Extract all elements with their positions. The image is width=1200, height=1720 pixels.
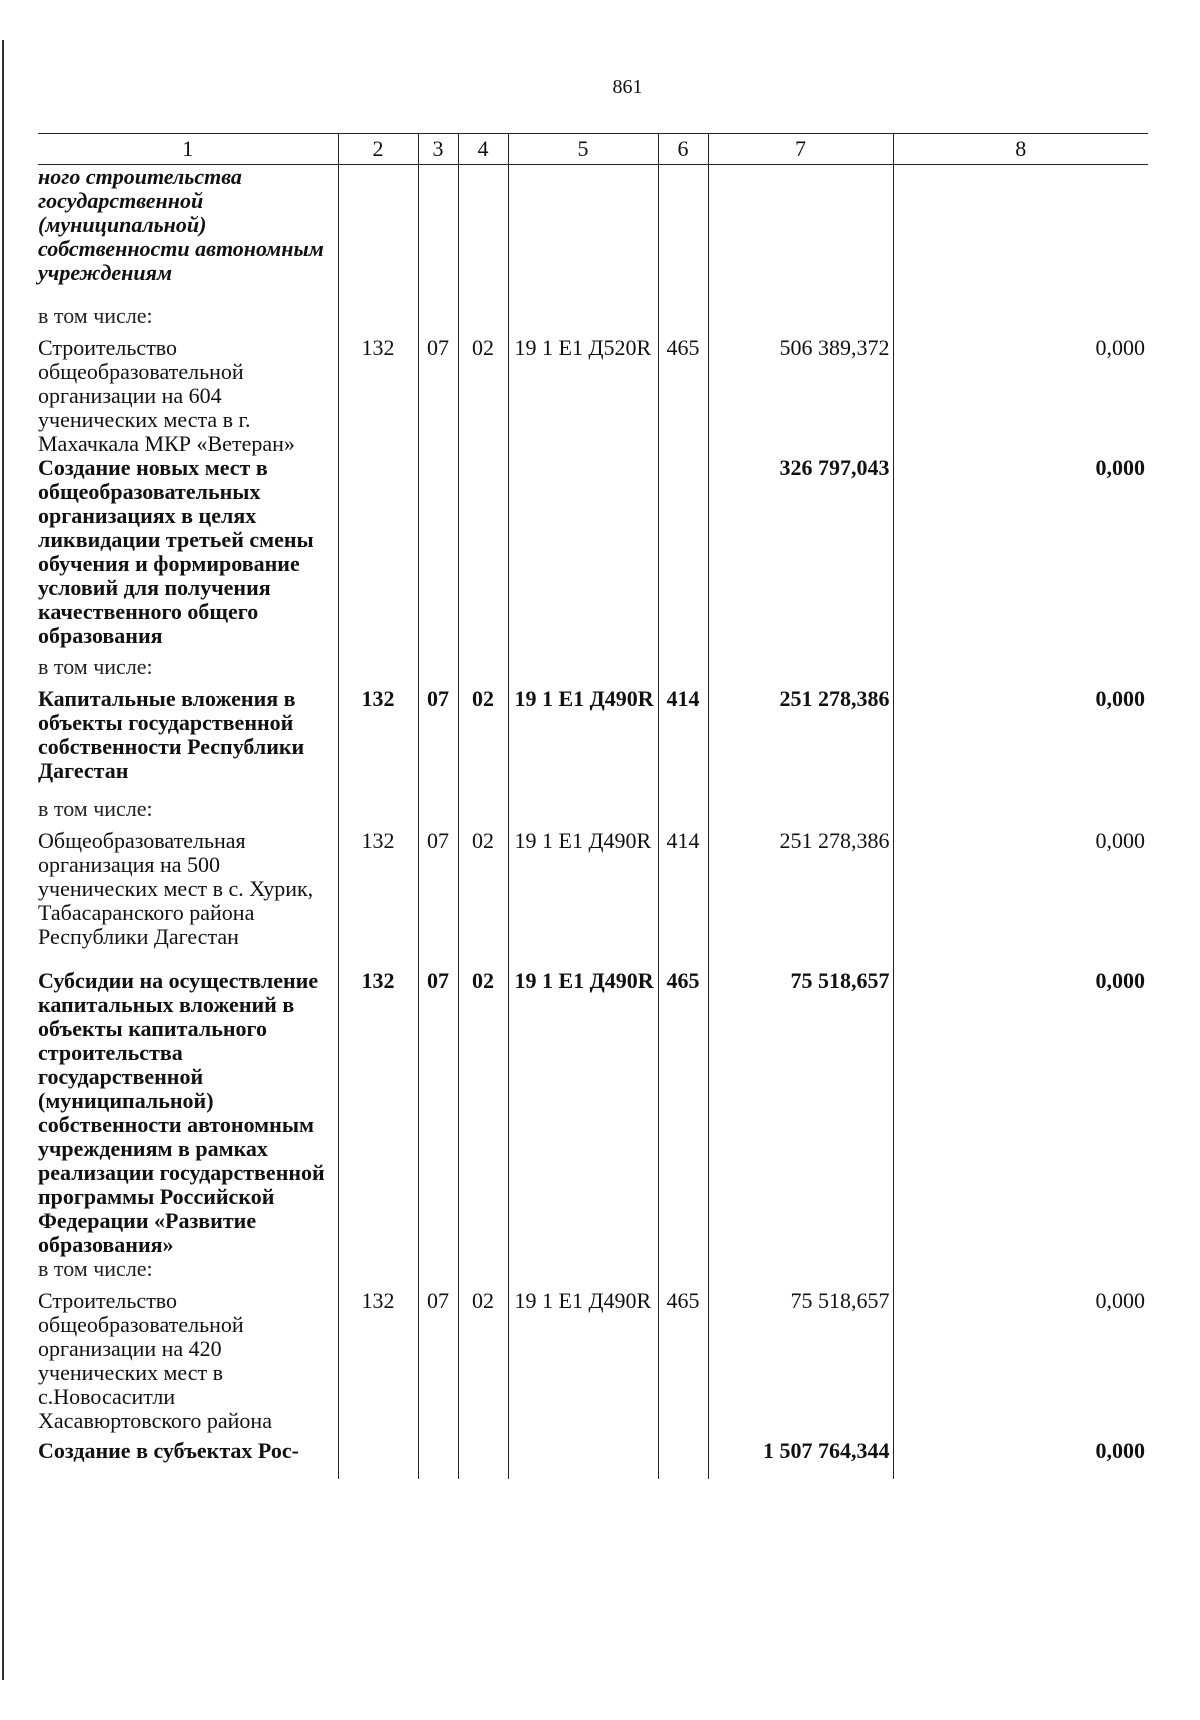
cell-ministry-code xyxy=(338,1439,418,1479)
cell-description: в том числе: xyxy=(38,1255,153,1281)
cell-ministry-code: 132 xyxy=(338,969,418,1257)
cell-expense-type xyxy=(658,456,708,655)
cell-amount xyxy=(708,304,893,336)
column-header-5: 5 xyxy=(508,134,658,165)
cell-section-code: 07 xyxy=(418,1289,458,1439)
cell-target-article xyxy=(508,1439,658,1479)
table-row xyxy=(38,1289,1148,1439)
cell-amount: 1 507 764,344 xyxy=(708,1439,893,1479)
cell-description: Субсидии на осуществление капитальных вложений в объекты капитального строительства государственной (муниципальной) собственности автономным учреждениям в рамках реализации государственной программы Российской Федерации «Развитие образования» xyxy=(38,967,325,1257)
cell-amount-2 xyxy=(893,797,1148,829)
cell-subsection-code: 02 xyxy=(458,687,508,797)
cell-section-code: 07 xyxy=(418,969,458,1257)
cell-amount-2 xyxy=(893,165,1148,304)
column-header-6: 6 xyxy=(658,134,708,165)
column-header-3: 3 xyxy=(418,134,458,165)
cell-amount-2: 0,000 xyxy=(893,687,1148,797)
column-header-8: 8 xyxy=(893,134,1148,165)
cell-amount-2 xyxy=(893,1257,1148,1289)
cell-target-article xyxy=(508,1257,658,1289)
table-row xyxy=(38,456,1148,655)
cell-amount-2: 0,000 xyxy=(893,1289,1148,1439)
cell-expense-type: 414 xyxy=(658,829,708,969)
cell-ministry-code xyxy=(338,304,418,336)
cell-section-code xyxy=(418,1257,458,1289)
cell-amount-2 xyxy=(893,655,1148,687)
cell-ministry-code: 132 xyxy=(338,687,418,797)
cell-expense-type xyxy=(658,304,708,336)
cell-subsection-code xyxy=(458,655,508,687)
cell-expense-type xyxy=(658,797,708,829)
cell-target-article xyxy=(508,797,658,829)
table-body xyxy=(38,165,1148,1479)
cell-description: ного строительства государственной (муниципальной) собственности автономным учреждениям xyxy=(38,164,324,285)
cell-subsection-code xyxy=(458,1257,508,1289)
cell-ministry-code: 132 xyxy=(338,829,418,969)
cell-section-code xyxy=(418,797,458,829)
table-row xyxy=(38,797,1148,829)
column-header-4: 4 xyxy=(458,134,508,165)
cell-amount xyxy=(708,797,893,829)
cell-subsection-code: 02 xyxy=(458,969,508,1257)
cell-description: в том числе: xyxy=(38,795,153,821)
cell-ministry-code xyxy=(338,797,418,829)
cell-expense-type xyxy=(658,165,708,304)
cell-section-code xyxy=(418,655,458,687)
page-number: 861 xyxy=(612,76,643,98)
cell-ministry-code: 132 xyxy=(338,1289,418,1439)
cell-expense-type xyxy=(658,1439,708,1479)
table-row xyxy=(38,165,1148,304)
cell-description: в том числе: xyxy=(38,302,153,328)
cell-ministry-code xyxy=(338,1257,418,1289)
cell-target-article: 19 1 E1 Д490R xyxy=(508,1289,658,1439)
cell-ministry-code: 132 xyxy=(338,336,418,456)
cell-expense-type xyxy=(658,655,708,687)
table-row xyxy=(38,1439,1148,1479)
cell-amount: 251 278,386 xyxy=(708,829,893,969)
column-header-2: 2 xyxy=(338,134,418,165)
table-row xyxy=(38,336,1148,456)
cell-target-article: 19 1 E1 Д520R xyxy=(508,336,658,456)
cell-description: Строительство общеобразовательной организации на 420 ученических мест в с.Новосаситли Хасавюртовского района xyxy=(38,1287,272,1433)
cell-subsection-code xyxy=(458,1439,508,1479)
cell-amount: 75 518,657 xyxy=(708,1289,893,1439)
cell-description: Общеобразовательная организация на 500 ученических мест в с. Хурик, Табасаранского района Республики Дагестан xyxy=(38,827,314,949)
cell-amount-2: 0,000 xyxy=(893,969,1148,1257)
cell-subsection-code: 02 xyxy=(458,336,508,456)
cell-section-code xyxy=(418,304,458,336)
header-row xyxy=(38,134,1148,165)
cell-amount-2 xyxy=(893,304,1148,336)
cell-amount-2: 0,000 xyxy=(893,1439,1148,1479)
cell-subsection-code xyxy=(458,165,508,304)
cell-amount xyxy=(708,655,893,687)
cell-description: Создание в субъектах Рос- xyxy=(38,1437,299,1463)
cell-description: Строительство общеобразовательной организации на 604 ученических места в г. Махачкала МКР «Ветеран» xyxy=(38,334,295,456)
cell-ministry-code xyxy=(338,655,418,687)
cell-subsection-code xyxy=(458,304,508,336)
cell-ministry-code xyxy=(338,456,418,655)
table-row xyxy=(38,969,1148,1257)
cell-target-article xyxy=(508,655,658,687)
cell-subsection-code: 02 xyxy=(458,829,508,969)
cell-amount: 251 278,386 xyxy=(708,687,893,797)
table-row xyxy=(38,687,1148,797)
cell-target-article: 19 1 E1 Д490R xyxy=(508,687,658,797)
cell-amount: 326 797,043 xyxy=(708,456,893,655)
cell-ministry-code xyxy=(338,165,418,304)
table-row xyxy=(38,829,1148,969)
cell-target-article xyxy=(508,165,658,304)
cell-expense-type: 414 xyxy=(658,687,708,797)
column-header-1: 1 xyxy=(38,134,338,165)
cell-section-code xyxy=(418,1439,458,1479)
cell-target-article xyxy=(508,304,658,336)
cell-description: Создание новых мест в общеобразовательных организациях в целях ликвидации третьей смены обучения и формирование условий для получения качественного общего образования xyxy=(38,454,314,648)
cell-target-article: 19 1 E1 Д490R xyxy=(508,969,658,1257)
cell-section-code: 07 xyxy=(418,829,458,969)
budget-table xyxy=(38,133,1148,1479)
cell-amount xyxy=(708,1257,893,1289)
table-row xyxy=(38,1257,1148,1289)
cell-subsection-code xyxy=(458,797,508,829)
cell-amount-2: 0,000 xyxy=(893,829,1148,969)
cell-amount-2: 0,000 xyxy=(893,456,1148,655)
table-row xyxy=(38,655,1148,687)
cell-section-code xyxy=(418,165,458,304)
cell-expense-type: 465 xyxy=(658,969,708,1257)
cell-subsection-code xyxy=(458,456,508,655)
cell-amount-2: 0,000 xyxy=(893,336,1148,456)
cell-description: Капитальные вложения в объекты государственной собственности Республики Дагестан xyxy=(38,685,305,783)
column-header-7: 7 xyxy=(708,134,893,165)
cell-amount: 75 518,657 xyxy=(708,969,893,1257)
cell-target-article: 19 1 E1 Д490R xyxy=(508,829,658,969)
cell-amount xyxy=(708,165,893,304)
cell-section-code xyxy=(418,456,458,655)
cell-section-code: 07 xyxy=(418,687,458,797)
cell-description: в том числе: xyxy=(38,653,153,679)
cell-expense-type: 465 xyxy=(658,1289,708,1439)
cell-target-article xyxy=(508,456,658,655)
cell-expense-type xyxy=(658,1257,708,1289)
cell-expense-type: 465 xyxy=(658,336,708,456)
cell-amount: 506 389,372 xyxy=(708,336,893,456)
cell-subsection-code: 02 xyxy=(458,1289,508,1439)
scan-edge-line xyxy=(2,40,4,1680)
cell-section-code: 07 xyxy=(418,336,458,456)
table-row xyxy=(38,304,1148,336)
